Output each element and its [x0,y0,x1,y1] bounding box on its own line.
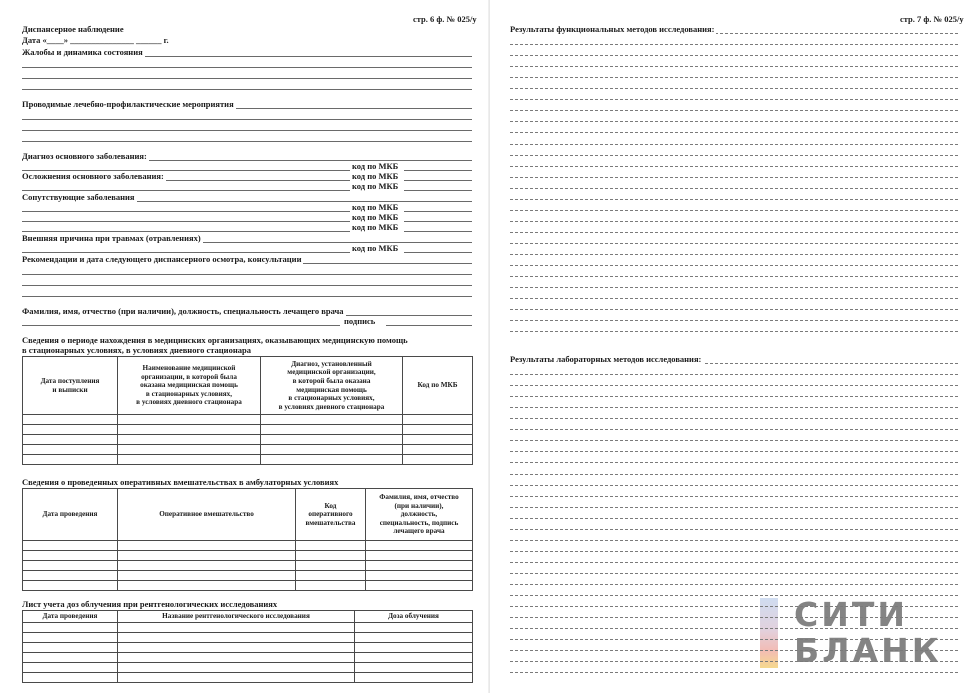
mkb-code-field[interactable] [404,170,472,171]
measures-label: Проводимые лечебно-профилактические мероприятия [22,99,234,109]
hospital-section-title: в стационарных условиях, в условиях дневного стационара [22,345,251,355]
complaints-line[interactable] [22,89,472,90]
citiblank-logo [760,595,960,670]
functional-results-line[interactable] [510,298,958,299]
concomitant-line[interactable] [22,211,350,212]
functional-results-label: Результаты функциональных методов исследования: [510,24,715,34]
mkb-code-field[interactable] [404,221,472,222]
functional-results-line[interactable] [510,243,958,244]
page-7 [490,0,978,693]
lab-results-line[interactable] [510,518,958,519]
measures-line[interactable] [22,141,472,142]
doctor-line[interactable] [22,325,340,326]
radiation-table [22,610,473,683]
table-row[interactable] [23,653,473,663]
lab-results-line[interactable] [510,650,958,651]
mkb-code-label: код по МКБ [352,171,399,181]
functional-results-line[interactable] [510,110,958,111]
column-header: Код оперативного вмешательства [296,489,366,541]
logo-line-1: СИТИ [794,595,908,634]
functional-results-line[interactable] [510,88,958,89]
column-header: Доза облучения [355,611,473,623]
table-row[interactable] [23,415,473,425]
table-row[interactable] [23,541,473,551]
measures-line[interactable] [22,130,472,131]
lab-results-line[interactable] [510,507,958,508]
lab-results-line[interactable] [510,485,958,486]
complaints-line[interactable] [22,78,472,79]
lab-results-label: Результаты лабораторных методов исследования: [510,354,702,364]
table-row[interactable] [23,673,473,683]
lab-results-line[interactable] [510,617,958,618]
table-row[interactable] [23,455,473,465]
table-row[interactable] [23,571,473,581]
radiation-section-title: Лист учета доз облучения при рентгенологических исследованиях [22,599,278,609]
functional-results-line[interactable] [510,55,958,56]
functional-results-line[interactable] [510,66,958,67]
lab-results-line[interactable] [510,451,958,452]
functional-results-line[interactable] [510,210,958,211]
mkb-code-label: код по МКБ [352,161,399,171]
table-row[interactable] [23,561,473,571]
column-header: Код по МКБ [403,357,473,415]
functional-results-line[interactable] [510,155,958,156]
complications-label: Осложнения основного заболевания: [22,171,164,181]
dispensary-heading: Диспансерное наблюдение [22,24,124,34]
table-row[interactable] [23,551,473,561]
functional-results-line[interactable] [510,232,958,233]
column-header: Название рентгенологического исследования [118,611,355,623]
column-header: Фамилия, имя, отчество (при наличии), должность, специальность, подпись лечащего врача [366,489,473,541]
lab-results-line[interactable] [510,396,958,397]
table-row[interactable] [23,445,473,455]
functional-results-line[interactable] [510,221,958,222]
table-row[interactable] [23,643,473,653]
functional-results-line[interactable] [510,166,958,167]
complications-line[interactable] [22,190,350,191]
signature-label: подпись [344,316,376,326]
lab-results-line[interactable] [510,407,958,408]
lab-results-line[interactable] [510,540,958,541]
concomitant-line[interactable] [22,221,350,222]
recommendations-line[interactable] [22,296,472,297]
surgery-table [22,488,473,591]
recommendations-line[interactable] [22,285,472,286]
lab-results-line[interactable] [510,374,958,375]
table-row[interactable] [23,633,473,643]
column-header: Дата проведения [23,489,118,541]
signature-field[interactable] [386,325,472,326]
mkb-code-label: код по МКБ [352,212,399,222]
diagnosis-label: Диагноз основного заболевания: [22,151,147,161]
column-header: Наименование медицинской организации, в которой была оказана медицинская помощь в стационарных условиях, в условиях дневного стационара [118,357,261,415]
functional-results-line[interactable] [510,44,958,45]
functional-results-line[interactable] [510,99,958,100]
mkb-code-field[interactable] [404,180,472,181]
recommendations-line[interactable] [22,274,472,275]
external-cause-label: Внешняя причина при травмах (отравлениях) [22,233,201,243]
column-header: Дата поступления и выписки [23,357,118,415]
lab-results-line[interactable] [510,462,958,463]
table-row[interactable] [23,663,473,673]
complaints-line[interactable] [22,67,472,68]
lab-results-line[interactable] [510,584,958,585]
lab-results-line[interactable] [510,672,958,673]
surgery-section-title: Сведения о проведенных оперативных вмешательствах в амбулаторных условиях [22,477,339,487]
page-number-7: стр. 7 ф. № 025/у [900,14,964,24]
mkb-code-field[interactable] [404,190,472,191]
mkb-code-label: код по МКБ [352,222,399,232]
lab-results-line[interactable] [510,418,958,419]
hospital-table [22,356,473,465]
functional-results-line[interactable] [510,188,958,189]
concomitant-line[interactable] [22,231,350,232]
lab-results-line[interactable] [510,628,958,629]
functional-results-line[interactable] [510,177,958,178]
measures-line[interactable] [22,119,472,120]
lab-results-line[interactable] [510,474,958,475]
table-row[interactable] [23,623,473,633]
table-row[interactable] [23,435,473,445]
complaints-label: Жалобы и динамика состояния [22,47,143,57]
lab-results-line[interactable] [510,440,958,441]
lab-results-line[interactable] [510,606,958,607]
functional-results-line[interactable] [510,309,958,310]
lab-results-line[interactable] [510,562,958,563]
table-row[interactable] [23,425,473,435]
table-row[interactable] [23,581,473,591]
concomitant-label: Сопутствующие заболевания [22,192,135,202]
functional-results-line[interactable] [510,331,958,332]
column-header: Дата проведения [23,611,118,623]
functional-results-line[interactable] [510,77,958,78]
hospital-section-title: Сведения о периоде нахождения в медицинских организациях, оказывающих медицинскую помощь [22,335,408,345]
doctor-label: Фамилия, имя, отчество (при наличии), должность, специальность лечащего врача [22,306,344,316]
external-cause-line[interactable] [22,252,350,253]
functional-results-line[interactable] [510,132,958,133]
logo-line-2: БЛАНК [794,631,942,670]
lab-results-line[interactable] [510,573,958,574]
lab-results-line[interactable] [510,551,958,552]
functional-results-line[interactable] [510,287,958,288]
recommendations-label: Рекомендации и дата следующего диспансерного осмотра, консультации [22,254,302,264]
lab-results-line[interactable] [510,385,958,386]
functional-results-line[interactable] [510,121,958,122]
logo-gradient-bar [760,598,778,668]
column-header: Оперативное вмешательство [118,489,296,541]
lab-results-line[interactable] [510,661,958,662]
mkb-code-label: код по МКБ [352,243,399,253]
functional-results-line[interactable] [510,254,958,255]
functional-results-line[interactable] [510,276,958,277]
mkb-code-field[interactable] [404,211,472,212]
functional-results-line[interactable] [510,265,958,266]
mkb-code-field[interactable] [404,231,472,232]
column-header: Диагноз, установленный медицинской организации, в которой была оказана медицинская помощь в стационарных условиях, в условиях дневного стационара [261,357,403,415]
page-number-6: стр. 6 ф. № 025/у [413,14,477,24]
lab-results-line[interactable] [510,429,958,430]
mkb-code-label: код по МКБ [352,202,399,212]
functional-results-line[interactable] [510,144,958,145]
lab-results-line[interactable] [510,639,958,640]
lab-results-line[interactable] [510,529,958,530]
page-6 [0,0,488,693]
date-field[interactable]: Дата «____» _______________ ______ г. [22,35,169,45]
lab-results-line[interactable] [510,595,958,596]
lab-results-line[interactable] [510,496,958,497]
mkb-code-label: код по МКБ [352,181,399,191]
functional-results-line[interactable] [510,199,958,200]
mkb-code-field[interactable] [404,252,472,253]
functional-results-line[interactable] [510,320,958,321]
